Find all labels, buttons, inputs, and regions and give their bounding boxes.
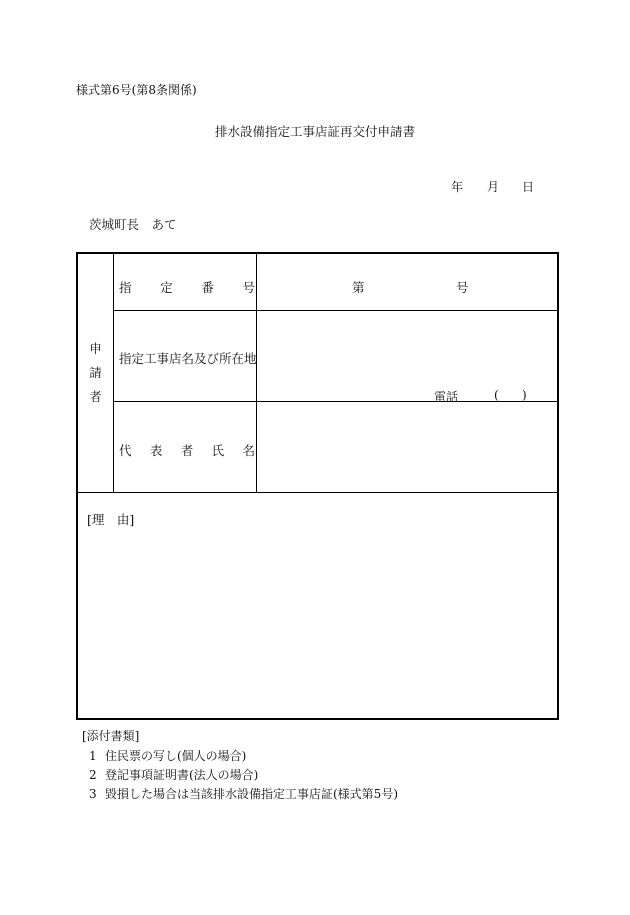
label-value-divider [256, 254, 257, 492]
representative-name-field[interactable] [264, 424, 550, 474]
applicant-char: 者 [89, 389, 102, 404]
date-year-label: 年 [451, 180, 464, 194]
row-divider-1 [113, 310, 557, 311]
store-name-address-field[interactable] [264, 320, 550, 380]
label-char: 番 [201, 280, 214, 295]
attachment-item [89, 788, 398, 800]
designation-number-field[interactable] [370, 278, 450, 292]
phone-area-close-paren: ) [522, 388, 527, 402]
attachment-number: 2 [89, 768, 97, 782]
applicant-column-divider [113, 254, 114, 492]
label-char: 名 [242, 443, 255, 458]
label-char: 代 [119, 443, 132, 458]
label-char: 指 [119, 280, 132, 295]
label-char: 定 [160, 280, 173, 295]
row-divider-2 [113, 401, 557, 402]
phone-label: 電話 [434, 390, 459, 404]
label-char: 表 [149, 443, 163, 458]
reason-field[interactable] [87, 532, 547, 708]
document-title: 排水設備指定工事店証再交付申請書 [214, 124, 415, 139]
representative-name-label [119, 441, 255, 459]
applicant-char: 請 [89, 365, 102, 380]
form-number: 様式第6号(第8条関係) [76, 83, 197, 97]
application-form-table [76, 252, 559, 720]
attachment-number: 1 [89, 749, 97, 763]
label-char: 氏 [211, 443, 225, 458]
recipient: 茨城町長 あて [89, 217, 177, 232]
attachment-item [89, 750, 246, 762]
phone-area-open-paren: ( [494, 388, 499, 402]
applicant-char: 申 [89, 341, 102, 356]
reason-label: [理 由] [87, 512, 135, 527]
date-day-label: 日 [522, 180, 535, 194]
attachment-number: 3 [89, 787, 97, 801]
attachment-text: 毀損した場合は当該排水設備指定工事店証(様式第5号) [105, 787, 399, 801]
date-month-label: 月 [487, 180, 500, 194]
reason-divider [78, 492, 557, 493]
designation-number-suffix: 号 [456, 280, 469, 295]
designation-number-prefix: 第 [352, 280, 365, 295]
attachment-item [89, 769, 258, 781]
attachment-text: 住民票の写し(個人の場合) [105, 749, 247, 763]
designation-number-label [119, 278, 255, 296]
applicant-label [78, 254, 113, 492]
label-char: 者 [180, 443, 194, 458]
store-name-address-label: 指定工事店名及び所在地 [119, 351, 257, 366]
attachment-text: 登記事項証明書(法人の場合) [105, 768, 259, 782]
attachments-title: [添付書類] [82, 729, 140, 743]
label-char: 号 [242, 280, 255, 295]
